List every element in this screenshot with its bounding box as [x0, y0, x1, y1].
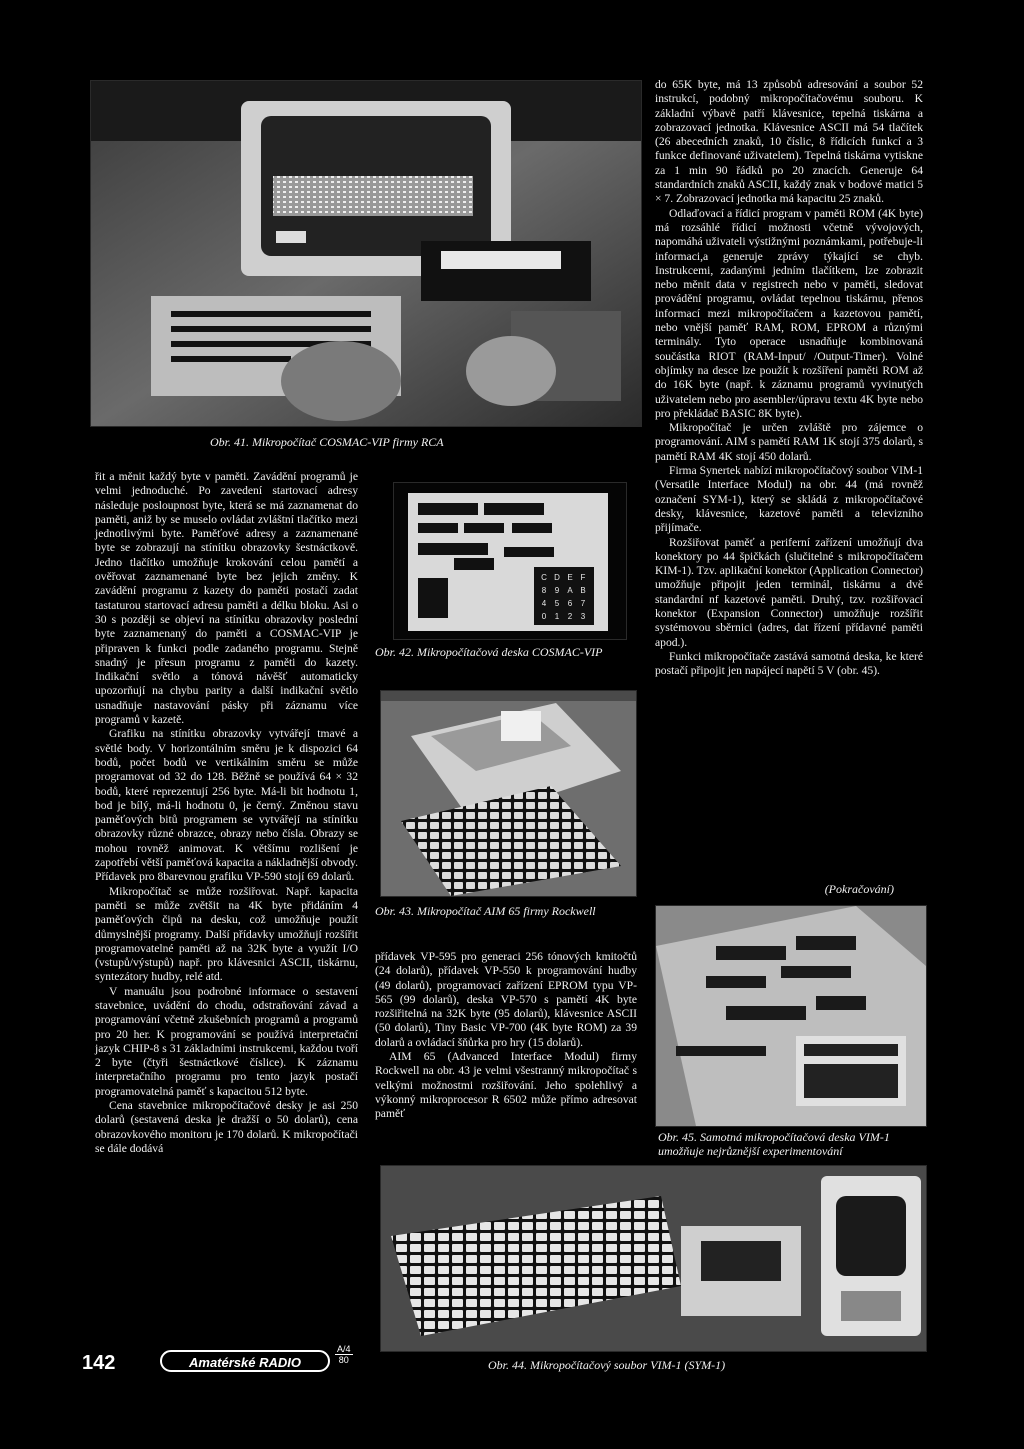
keypad-key: 5: [554, 599, 560, 608]
keypad-key: 4: [541, 599, 547, 608]
keypad-key: 1: [554, 612, 560, 621]
keypad-key: F: [580, 573, 586, 582]
keypad-key: E: [567, 573, 573, 582]
paragraph: Cena stavebnice mikropočítačové desky je asi 250 dolarů (sestavená deska je dražší o 50 dolarů), cena obrazovkového monitoru je 170 dolarů. K mikropočítači se dále dodává: [95, 1099, 358, 1155]
figure-41-caption: Obr. 41. Mikropočítač COSMAC-VIP firmy RCA: [210, 435, 444, 449]
paragraph: Rozšiřovat paměť a periferní zařízení umožňují dva konektory po 44 špičkách (slučitelné s mikropočítačem KIM-1). Tzv. aplikační konektor (Application Connector) umožňuje připojit jeden terminál, tiskárnu a dvě standardní nf kazetové paměti. Druhý, tzv. rozšiřovací konektor (Expansion Connector) umožňuje rozšířit systémovou sběrnici (adres, dat řízení přídavné paměti apod.).: [655, 535, 923, 649]
page-number: 142: [82, 1352, 116, 1374]
keypad-key: 8: [541, 586, 547, 595]
figure-42-caption: Obr. 42. Mikropočítačová deska COSMAC-VIP: [375, 645, 603, 659]
figure-44-photo: [380, 1165, 927, 1352]
paragraph: Firma Synertek nabízí mikropočítačový soubor VIM-1 (Versatile Interface Modul) na obr. 44 (má rovněž označení SYM-1), který se skládá z mikropočítačové desky, klávesnice, kazetové paměti a televizního přijímače.: [655, 464, 923, 535]
figure-45-caption: Obr. 45. Samotná mikropočítačová deska VIM-1 umožňuje nejrůznější experimentování: [658, 1130, 890, 1158]
keypad-key: D: [554, 573, 560, 582]
paragraph: V manuálu jsou podrobné informace o sestavení stavebnice, uvádění do chodu, odstraňování závad a programování včetně zkušebních programů a programů pro 20 her. K programování se používá interpretační jazyk CHIP-8 s 31 základními instrukcemi, každou tvoří 2 byte (čtyři šestnáctkové číslice). K záznamu interpretačního programu pro tento jazyk postačí programovatelná paměť s kapacitou 512 byte.: [95, 984, 358, 1098]
keypad-key: 0: [541, 612, 547, 621]
paragraph: AIM 65 (Advanced Interface Modul) firmy Rockwell na obr. 43 je velmi všestranný mikropočítač s velkými možnostmi rozšiřování. Jeho spolehlivý a výkonný mikroprocesor R 6502 může přímo adresovat paměť: [375, 1050, 637, 1121]
keypad-key: 2: [567, 612, 573, 621]
paragraph: Mikropočítač se může rozšiřovat. Např. kapacita paměti se může zvětšit na 4K byte přidáním 4 paměťových čipů na desku, což umožňuje použít důmyslnější programy. Další přídavky umožňují rozšířit programovatelné paměti až na 32K byte a využít I/O (vstupů/výstupů) např. pro klávesnici ASCII, tiskárnu, syntezátory hudby, relé atd.: [95, 884, 358, 984]
keypad-key: 7: [580, 599, 586, 608]
continued-note: (Pokračování): [824, 882, 894, 896]
left-column: [95, 470, 358, 1156]
figure-43-caption: Obr. 43. Mikropočítač AIM 65 firmy Rockwell: [375, 904, 596, 918]
issue-code: A/4: [337, 1344, 351, 1354]
middle-column: [375, 950, 637, 1122]
figure-43-photo: [380, 690, 637, 897]
right-column: [655, 78, 923, 678]
paragraph: do 65K byte, má 13 způsobů adresování a soubor 52 instrukcí, podobný mikropočítačovému souboru. K základní výbavě patří klávesnice, tepelná tiskárna a zobrazovací jednotka. Klávesnice ASCII má 54 tlačítek (26 abecedních znaků, 10 číslic, 8 řídicích funkcí a 3 funkce definované uživatelem). Tepelná tiskárna vytiskne za 1 min 90 řádků po 20 znacích. Generuje 64 standardních znaků ASCII, každý znak v bodové matici 5 × 7. Zobrazovací jednotka má kapacitu 25 znaků.: [655, 78, 923, 206]
paragraph: řit a měnit každý byte v paměti. Zavádění programů je velmi jednoduché. Po zavedení startovací adresy následuje posloupnost byte, která se má zaznamenat do paměti, aniž by se muselo ovládat zvláštní tlačítko mezi jednotlivými byte. Paměťové adresy a zaznamenané byte se zobrazují na stínítku obrazovky šestnáctkově. Jedno tlačítko umožňuje krokování celou pamětí a ověřovat zaznamenané byte bez jejich změny. K zavádění programu z kazety do paměti postačí zadat tastaturou startovací adresu paměti a délku bloku. Asi o 30 s později se objeví na stínítku obrazovky poslední byte zaznamenaný do paměti a COSMAC-VIP je připraven k funkci podle zadaného programu. Stejně snadný je přesun programu z paměti do kazety. Indikační světlo a tónová návěšť automaticky upozorňují na chybu parity a další indikační světlo usnadňuje nastavování pásky při záznamu více programů v kazetě.: [95, 470, 358, 727]
paragraph: Odlaďovací a řídicí program v paměti ROM (4K byte) má rozsáhlé řídicí možnosti včetně vývojových, napomáhá uživateli výstižnými poznámkami, potřebuje-li informaci,a generuje zprávy týkající se chyb. Instrukcemi, zadanými jedním tlačítkem, lze zobrazit nebo měnit data v registrech nebo v paměti, sledovat provádění programu, ovládat tepelnou tiskárnu, přenos informací mezi mikropočítačem a kazetovou pamětí, nebo vnější paměť RAM, ROM, EPROM a různými terminály. Tyto operace usnadňuje kombinovaná součástka RIOT (RAM-Input/ /Output-Timer). Volné objímky na desce lze použít k rozšíření paměti ROM až do 16K byte (např. k záznamu programů vyvinutých uživatelem nebo pro asembler/úpravu textu 4K byte nebo pro překládač BASIC 8K byte).: [655, 206, 923, 420]
figure-44-caption: Obr. 44. Mikropočítačový soubor VIM-1 (SYM-1): [488, 1358, 726, 1372]
magazine-logo: [160, 1347, 330, 1375]
paragraph: Grafiku na stínítku obrazovky vytvářejí tmavé a světlé body. V horizontálním směru je k dispozici 64 bodů, počet bodů ve vertikálním směru se může programovat od 32 do 128. Běžně se používá 64 × 32 bodů, které reprezentují 256 byte. Má-li bit hodnotu 1, bod je bílý, má-li hodnotu 0, je černý. Změnou stavu paměťových bitů programem se vytvářejí na stínítku obrazovky různé obrazce, obrazy nebo čísla. Obrazy se mohou rovněž animovat. K většímu rozlišení je zapotřebí větší paměťová kapacita a nákladnější obvody. Přídavek pro 8barevnou grafiku VP-590 stojí 69 dolarů.: [95, 727, 358, 884]
keypad-key: C: [541, 573, 547, 582]
figure-45-photo: [655, 905, 927, 1127]
keypad-key: 6: [567, 599, 573, 608]
keypad-key: A: [567, 586, 573, 595]
keypad-key: B: [580, 586, 586, 595]
keypad-key: 9: [554, 586, 560, 595]
paragraph: přídavek VP-595 pro generaci 256 tónových kmitočtů (24 dolarů), přídavek VP-550 k programování hudby (49 dolarů), programovací zařízení EPROM typu VP-565 (99 dolarů), deska VP-570 s pamětí 4K byte rozšiřitelná na 32K byte (95 dolarů), klávesnice ASCII (50 dolarů), Tiny Basic VP-700 (4K byte ROM) za 39 dolarů a ovládací šňůrka pro hry (15 dolarů).: [375, 950, 637, 1049]
svg-text:Amatérské RADIO: Amatérské RADIO: [189, 1355, 301, 1370]
keypad-key: 3: [580, 612, 586, 621]
issue-year: 80: [338, 1355, 349, 1365]
figure-42-photo: [393, 482, 627, 640]
paragraph: Mikropočítač je určen zvláště pro zájemce o programování. AIM s pamětí RAM 1K stojí 375 dolarů, s pamětí RAM 4K stojí 450 dolarů.: [655, 421, 923, 463]
paragraph: Funkci mikropočítače zastává samotná deska, ke které postačí připojit jen napájecí napětí 5 V (obr. 45).: [655, 649, 923, 678]
issue-number: [335, 1344, 353, 1365]
figure-41-photo: [90, 80, 642, 427]
